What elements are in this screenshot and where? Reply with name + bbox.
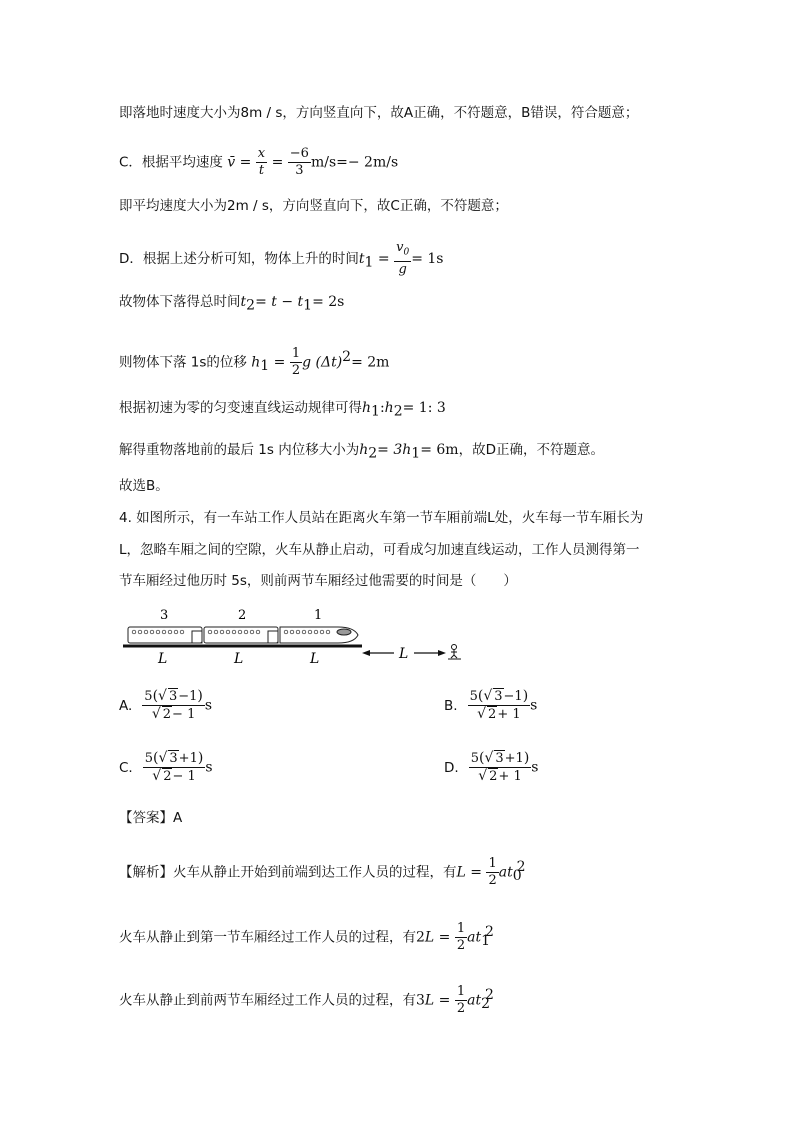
text: 火车从静止到前两节车厢经过工作人员的过程，有 [119,992,416,1009]
solution-line: D．根据上述分析可知，物体上升的时间$t_1$ = $\frac{v_0}{g}$ = 1s [119,240,444,277]
text: 根据初速为零的匀变速直线运动规律可得 [119,400,362,416]
option-label: D. [444,759,459,776]
car-number: 2 [238,608,247,623]
solution-line: 解得重物落地前的最后 1s 内位移大小为$h_2= 3h_1= 6m$，故D正确，不符题意。 [119,442,604,462]
math: = t − t [255,294,304,310]
unit: s [530,697,538,714]
fraction: $\frac{v_0}{g}$ [396,240,410,277]
text: 解得重物落地前的最后 1s 内位移大小为 [119,442,360,458]
fraction: $\frac{1}{2}$ [456,984,466,1016]
question-text: 节车厢经过他历时 5s，则前两节车厢经过他需要的时间是（ ） [119,573,517,589]
fraction: $\frac{5(√ 3+1)}{√ 2- 1}$ [144,750,204,784]
train-windows [132,630,330,634]
fraction: $\frac{-6}{3}$ [289,146,309,178]
fraction: $\frac{1}{2}$ [456,921,466,953]
math: = 2m [351,354,390,371]
solution-line: 根据初速为零的匀变速直线运动规律可得$h_1:h_2= 1$: 3 [119,400,446,420]
option-c[interactable] [119,750,213,785]
option-label: B. [444,697,458,714]
solution-line: 故选B。 [119,478,169,494]
unit: s [204,697,213,714]
math: g (Δt) [302,354,343,371]
math: = 2s [312,294,345,310]
analysis-line: 火车从静止到第一节车厢经过工作人员的过程，有2L = $\frac{1}{2}$ $at_1^2$ [119,921,494,953]
text: C．根据平均速度 [119,154,223,171]
train-body [128,627,358,643]
segment-label: L [234,651,244,665]
solution-line: 即落地时速度大小为8m / s，方向竖直向下，故A正确，不符题意，B错误，符合题意； [119,105,639,121]
math: m/s=− 2m/s [310,154,399,171]
fraction: $\frac{1}{2}$ [291,346,301,378]
question-text: L，忽略车厢之间的空隙，火车从静止启动，可看成匀加速直线运动，工作人员测得第一 [119,542,640,558]
math: = 6m [420,442,459,458]
option-label: C. [119,759,133,776]
text: 火车从静止到第一节车厢经过工作人员的过程，有 [119,929,416,946]
analysis-line: 火车从静止到前两节车厢经过工作人员的过程，有3L = $\frac{1}{2}$ $at_2^2$ [119,984,494,1016]
distance-label: L [399,646,409,662]
train-figure [118,605,468,665]
text: 故物体下落得总时间 [119,294,241,310]
option-b[interactable] [444,688,537,723]
answer-text: 【答案】A [119,810,183,826]
segment-label: L [158,651,168,665]
fraction: $\frac{5(√ 3+1)}{√ 2+ 1}$ [470,750,530,784]
solution-line: 即平均速度大小为2m / s，方向竖直向下，故C正确，不符题意； [119,198,508,214]
fraction: $\frac{5(√ 3-1)}{√ 2- 1}$ [144,688,203,722]
question-text: 4. 如图所示，有一车站工作人员站在距离火车第一节车厢前端L处，火车每一节车厢长为 [119,510,644,526]
text: ，故D正确，不符题意。 [458,442,604,458]
solution-line: C．根据平均速度 v̄ = $\frac{x}{t}$ = $\frac{-6}{3}$ m/s=− 2m/s [119,146,399,178]
math: = 3h [377,442,412,458]
unit: s [531,759,539,776]
fraction: $\frac{1}{2}$ [488,856,497,888]
math: = 1s [411,250,444,267]
unit: s [205,759,213,776]
solution-line: 故物体下落得总时间$t_2= t - t_1= 2s$ [119,294,345,314]
analysis-line: 【解析】火车从静止开始到前端到达工作人员的过程，有L = $\frac{1}{2}$ $at_0^2$ [119,856,526,888]
car-number: 3 [160,608,169,623]
option-label: A. [119,697,133,714]
option-d[interactable] [444,750,538,785]
car-number: 1 [314,608,323,623]
solution-line: 则物体下落 1s的位移 $h_1$ = $\frac{1}{2}$ g $(\Delta t)^2= 2m$ [119,346,390,378]
segment-label: L [310,651,320,665]
math: v̄ [227,154,236,171]
math: = 1: 3 [402,400,446,416]
fraction: $\frac{5(√ 3-1)}{√ 2+ 1}$ [469,688,529,722]
text: 则物体下落 1s的位移 [119,354,247,371]
text: D．根据上述分析可知，物体上升的时间 [119,250,359,267]
text: 【解析】火车从静止开始到前端到达工作人员的过程，有 [119,864,457,881]
option-a[interactable] [119,688,212,723]
fraction: $\frac{x}{t}$ [257,146,266,178]
worker-icon [448,645,461,660]
